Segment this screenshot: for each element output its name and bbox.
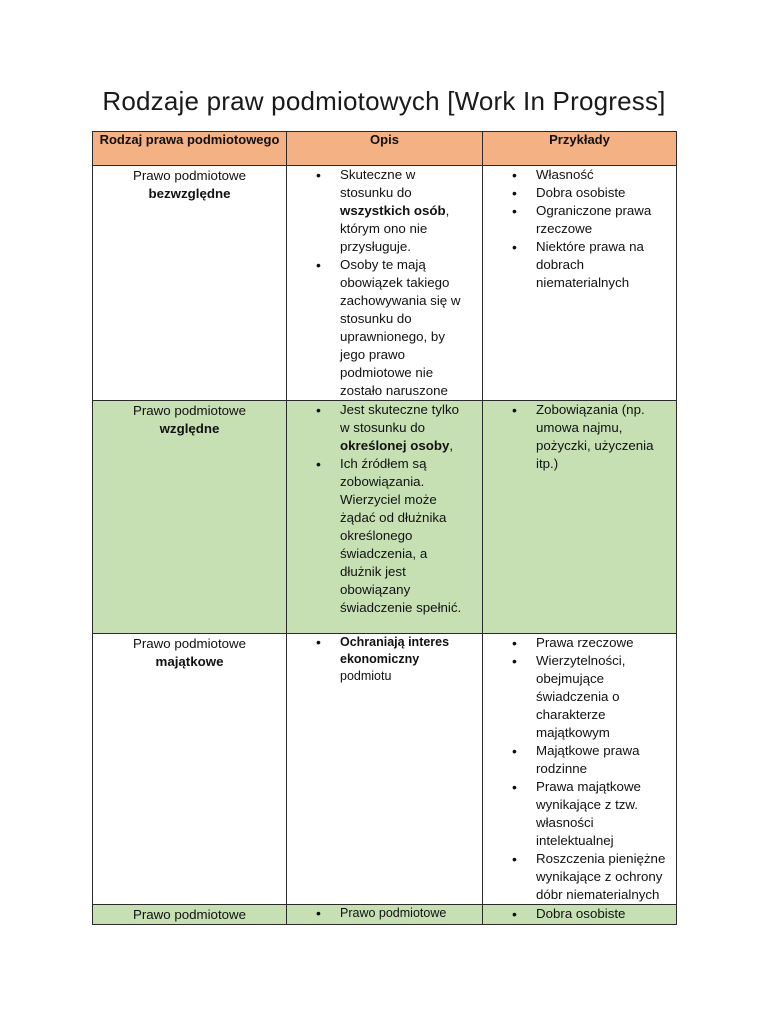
examples-cell [483,634,677,905]
description-cell [287,166,483,401]
table-row [93,401,677,634]
category-prefix: Prawo podmiotowe [132,403,247,418]
examples-cell [483,166,677,401]
category-cell [93,401,287,634]
category-name: majątkowe [155,654,224,669]
category-prefix: Prawo podmiotowe [132,907,247,922]
description-item: • Jest skuteczne tylko w stosunku do określonej osoby, [340,401,472,455]
example-item: • Prawa rzeczowe [536,634,670,652]
table-row [93,634,677,905]
rights-table [92,131,677,925]
description-item: • Prawo podmiotowe [340,905,476,922]
table-row [93,166,677,401]
column-header-type: Rodzaj prawa podmiotowego [93,132,287,166]
column-header-description: Opis [287,132,483,166]
description-item: • Ochraniają interes ekonomiczny podmiotu [340,634,462,685]
category-cell [93,634,287,905]
category-prefix: Prawo podmiotowe [132,168,247,183]
examples-cell [483,401,677,634]
example-item: • Własność [536,166,662,184]
example-item: • Roszczenia pieniężne wynikające z ochrony dóbr niematerialnych [536,850,670,904]
description-item: • Osoby te mają obowiązek takiego zachowywania się w stosunku do uprawnionego, by jego prawo podmiotowe nie zostało naruszone [340,256,472,400]
category-name: względne [159,421,220,436]
column-header-examples: Przykłady [483,132,677,166]
table-header-row [93,132,677,166]
description-cell [287,905,483,925]
example-item: • Ograniczone prawa rzeczowe [536,202,662,238]
example-item: • Zobowiązania (np. umowa najmu, pożyczki, użyczenia itp.) [536,401,662,473]
example-item: • Prawa majątkowe wynikające z tzw. własności intelektualnej [536,778,670,850]
example-item: • Dobra osobiste [536,184,662,202]
example-item: • Dobra osobiste [536,905,670,923]
description-cell [287,401,483,634]
description-cell [287,634,483,905]
example-item: • Wierzytelności, obejmujące świadczenia o charakterze majątkowym [536,652,670,742]
example-item: • Niektóre prawa na dobrach niematerialnych [536,238,662,292]
category-cell [93,166,287,401]
description-item: • Ich źródłem są zobowiązania. Wierzyciel może żądać od dłużnika określonego świadczenia, a dłużnik jest obowiązany świadczenie spełnić. [340,455,472,617]
document-title: Rodzaje praw podmiotowych [Work In Progress] [102,86,666,116]
category-cell [93,905,287,925]
description-item: • Skuteczne w stosunku do wszystkich osób, którym ono nie przysługuje. [340,166,472,256]
example-item: • Majątkowe prawa rodzinne [536,742,670,778]
examples-cell [483,905,677,925]
category-prefix: Prawo podmiotowe [132,636,247,651]
category-name: bezwzględne [148,186,231,201]
table-row [93,905,677,925]
